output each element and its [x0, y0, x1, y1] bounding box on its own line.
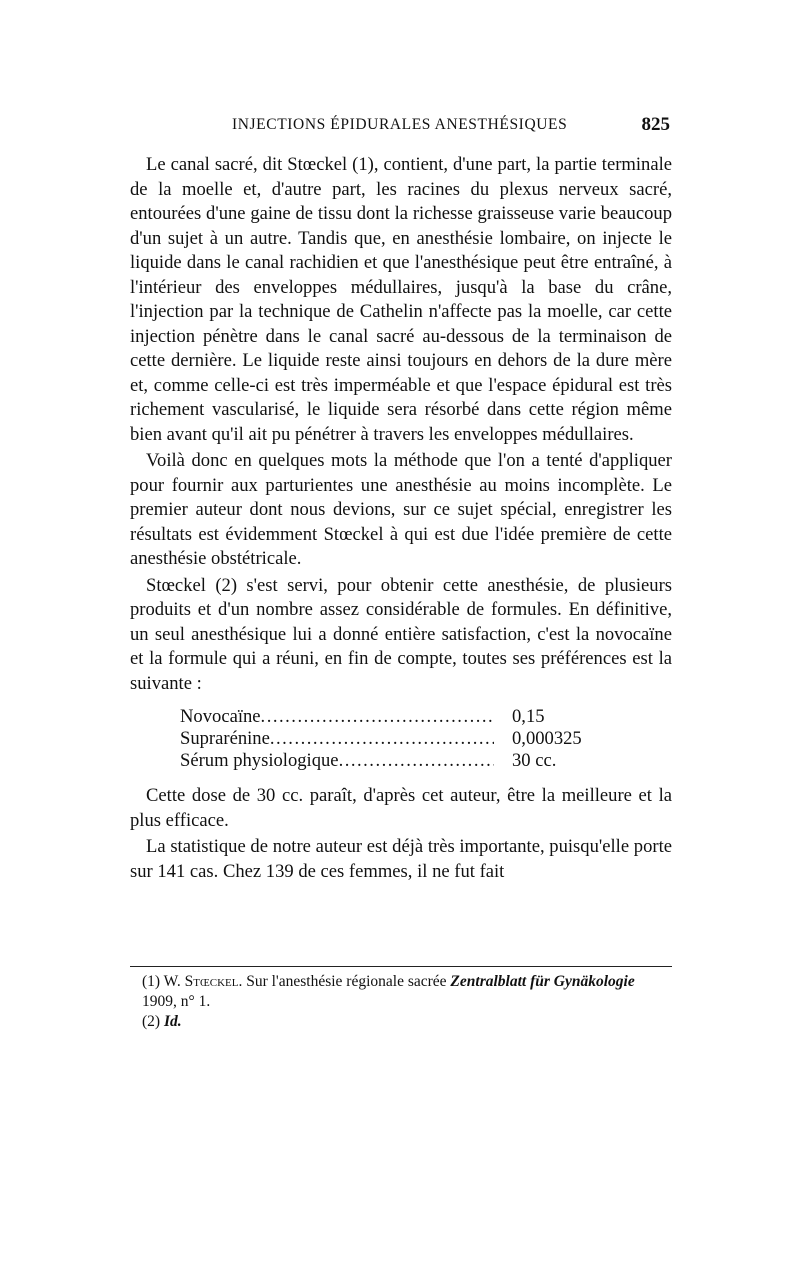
footnote-divider [130, 966, 672, 967]
page-number: 825 [641, 114, 670, 135]
paragraph: Le canal sacré, dit Stœckel (1), contient, d'une part, la partie terminale de la moelle et, d'autre part, les racines du plexus nerveux sacré, entourées d'une gaine de tissu dont la richesse graisseuse varie beaucoup d'un sujet à un autre. Tandis que, en anesthésie lombaire, on injecte le liquide dans le canal rachidien et que l'anesthésique peut être entraîné, à l'intérieur des enveloppes médullaires, jusqu'à la base du crâne, l'injection par la technique de Cathelin n'affecte pas la moelle, car cette injection pénètre dans le canal sacré au-dessous de la terminaison de cette dernière. Le liquide reste ainsi toujours en dehors de la dure mère et, comme celle-ci est très imperméable et que l'espace épidural est très richement vascularisé, le liquide sera résorbé dans cette région même bien avant qu'il ait pu pénétrer à travers les enveloppes médullaires. [130, 154, 672, 445]
body-text [130, 153, 672, 886]
paragraph: Voilà donc en quelques mots la méthode que l'on a tenté d'appliquer pour fournir aux parturientes une anesthésie au moins incomplète. Le premier auteur dont nous devions, sur ce sujet spécial, enregistrer les résultats est évidemment Stœckel à qui est due l'idée première de cette anesthésie obstétricale. [130, 450, 672, 569]
formula-row [180, 706, 600, 728]
paragraph: La statistique de notre auteur est déjà très importante, puisqu'elle porte sur 141 cas. Chez 139 de ces femmes, il ne fut fait [130, 836, 672, 882]
footnote-text: Id. [163, 1013, 182, 1030]
formula-ingredient: Sérum physiologique [180, 750, 339, 771]
footnote-author: Stœckel [184, 973, 239, 990]
formula-ingredient: Suprarénine [180, 728, 270, 749]
footnote-marker: (1) W. [142, 973, 181, 990]
footnote-text: . Sur l'anesthésie régionale sacrée [238, 973, 447, 990]
running-header [130, 116, 670, 138]
running-title: INJECTIONS ÉPIDURALES ANESTHÉSIQUES [232, 116, 568, 133]
formula-quantity: 0,000325 [512, 728, 582, 749]
formula-quantity: 0,15 [512, 706, 545, 727]
footnote-marker: (2) [142, 1013, 161, 1030]
footnote-tail: 1909, n° 1. [142, 993, 211, 1010]
formula-row [180, 728, 600, 750]
footnote-2 [130, 1012, 672, 1032]
footnote-1 [130, 972, 672, 1012]
formula-quantity: 30 cc. [512, 750, 557, 771]
footnote-journal: Zentralblatt für Gynäkologie [450, 973, 635, 990]
leader-dots [270, 728, 494, 750]
leader-dots [261, 706, 494, 728]
footnotes [130, 972, 672, 1032]
formula-row [180, 750, 600, 772]
formula-ingredient: Novocaïne [180, 706, 261, 727]
leader-dots [339, 750, 494, 772]
paragraph: Stœckel (2) s'est servi, pour obtenir cette anesthésie, de plusieurs produits et d'un nombre assez considérable de formules. En définitive, un seul anesthésique lui a donné entière satisfaction, c'est la novocaïne et la formule qui a réuni, en fin de compte, toutes ses préférences est la suivante : [130, 574, 672, 694]
formula-table [180, 706, 600, 772]
paragraph: Cette dose de 30 cc. paraît, d'après cet auteur, être la meilleure et la plus efficace. [130, 785, 672, 831]
